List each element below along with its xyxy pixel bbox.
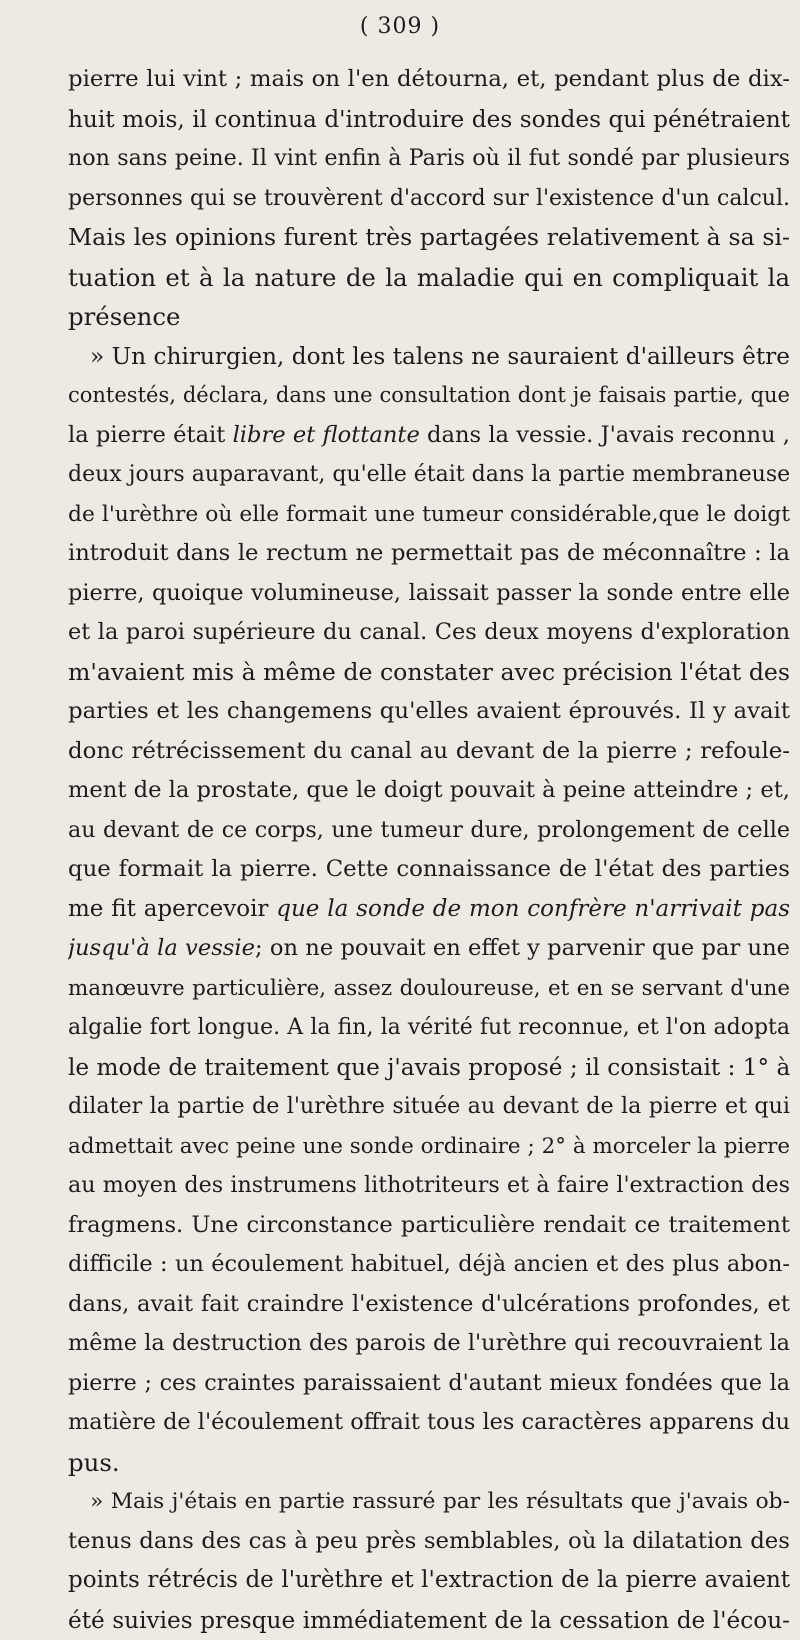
text-line: été suivies presque immédiatement de la cessation de l'écou- xyxy=(68,1601,790,1640)
text-line: matière de l'écoulement offrait tous les caractères apparens du xyxy=(68,1403,790,1443)
text-segment: dans la vessie. J'avais reconnu , xyxy=(420,422,790,448)
text-line: pus. xyxy=(68,1443,790,1483)
text-line: et la paroi supérieure du canal. Ces deux moyens d'exploration xyxy=(68,613,790,653)
text-line: tenus dans des cas à peu près semblables, où la dilatation des xyxy=(68,1522,790,1562)
text-line: dans, avait fait craindre l'existence d'ulcérations profondes, et xyxy=(68,1285,790,1325)
text-line xyxy=(68,890,790,930)
text-line: non sans peine. Il vint enfin à Paris où il fut sondé par plusieurs xyxy=(68,139,790,179)
text-line: pierre ; ces craintes paraissaient d'autant mieux fondées que la xyxy=(68,1364,790,1404)
text-line: difficile : un écoulement habituel, déjà ancien et des plus abon- xyxy=(68,1245,790,1285)
italic-text: que la sonde de mon confrère n'arrivait pas xyxy=(276,896,790,922)
text-line: ment de la prostate, que le doigt pouvait à peine atteindre ; et, xyxy=(68,771,790,811)
text-line: introduit dans le rectum ne permettait pas de méconnaître : la xyxy=(68,534,790,574)
text-line: au moyen des instrumens lithotriteurs et à faire l'extraction des xyxy=(68,1166,790,1206)
body-text xyxy=(68,60,790,1640)
text-line: parties et les changemens qu'elles avaient éprouvés. Il y avait xyxy=(68,692,790,732)
text-line: de l'urèthre où elle formait une tumeur considérable,que le doigt xyxy=(68,495,790,535)
text-line: deux jours auparavant, qu'elle était dans la partie membraneuse xyxy=(68,455,790,495)
text-line: fragmens. Une circonstance particulière rendait ce traitement xyxy=(68,1206,790,1246)
text-segment: me fit apercevoir xyxy=(68,896,276,922)
text-line: donc rétrécissement du canal au devant de la pierre ; refoule- xyxy=(68,732,790,772)
text-line: algalie fort longue. A la fin, la vérité fut reconnue, et l'on adopta xyxy=(68,1008,790,1048)
text-line xyxy=(68,929,790,969)
text-line: dilater la partie de l'urèthre située au devant de la pierre et qui xyxy=(68,1087,790,1127)
text-line: pierre, quoique volumineuse, laissait passer la sonde entre elle xyxy=(68,574,790,614)
text-line: » Un chirurgien, dont les talens ne sauraient d'ailleurs être xyxy=(68,337,790,377)
text-line: le mode de traitement que j'avais proposé ; il consistait : 1° à xyxy=(68,1048,790,1088)
text-line: m'avaient mis à même de constater avec précision l'état des xyxy=(68,653,790,693)
text-line: pierre lui vint ; mais on l'en détourna, et, pendant plus de dix- xyxy=(68,60,790,100)
text-line: présence xyxy=(68,297,790,337)
italic-text: jusqu'à la vessie xyxy=(68,935,255,961)
text-line: admettait avec peine une sonde ordinaire ; 2° à morceler la pierre xyxy=(68,1127,790,1167)
text-line: points rétrécis de l'urèthre et l'extraction de la pierre avaient xyxy=(68,1561,790,1601)
text-line: manœuvre particulière, assez douloureuse, et en se servant d'une xyxy=(68,969,790,1009)
text-line: » Mais j'étais en partie rassuré par les résultats que j'avais ob- xyxy=(68,1482,790,1522)
text-line: contestés, déclara, dans une consultation dont je faisais partie, que xyxy=(68,376,790,416)
italic-text: libre et flottante xyxy=(233,422,420,448)
text-line: Mais les opinions furent très partagées relativement à sa si- xyxy=(68,218,790,258)
page-number: ( 309 ) xyxy=(0,14,800,39)
text-line: que formait la pierre. Cette connaissance de l'état des parties xyxy=(68,850,790,890)
text-segment: la pierre était xyxy=(68,422,233,448)
text-line: au devant de ce corps, une tumeur dure, prolongement de celle xyxy=(68,811,790,851)
text-segment: ; on ne pouvait en effet y parvenir que par une xyxy=(255,935,790,961)
text-line: personnes qui se trouvèrent d'accord sur l'existence d'un calcul. xyxy=(68,179,790,219)
text-line: tuation et à la nature de la maladie qui en compliquait la xyxy=(68,258,790,298)
text-line: huit mois, il continua d'introduire des sondes qui pénétraient xyxy=(68,100,790,140)
text-line: même la destruction des parois de l'urèthre qui recouvraient la xyxy=(68,1324,790,1364)
text-line xyxy=(68,416,790,456)
